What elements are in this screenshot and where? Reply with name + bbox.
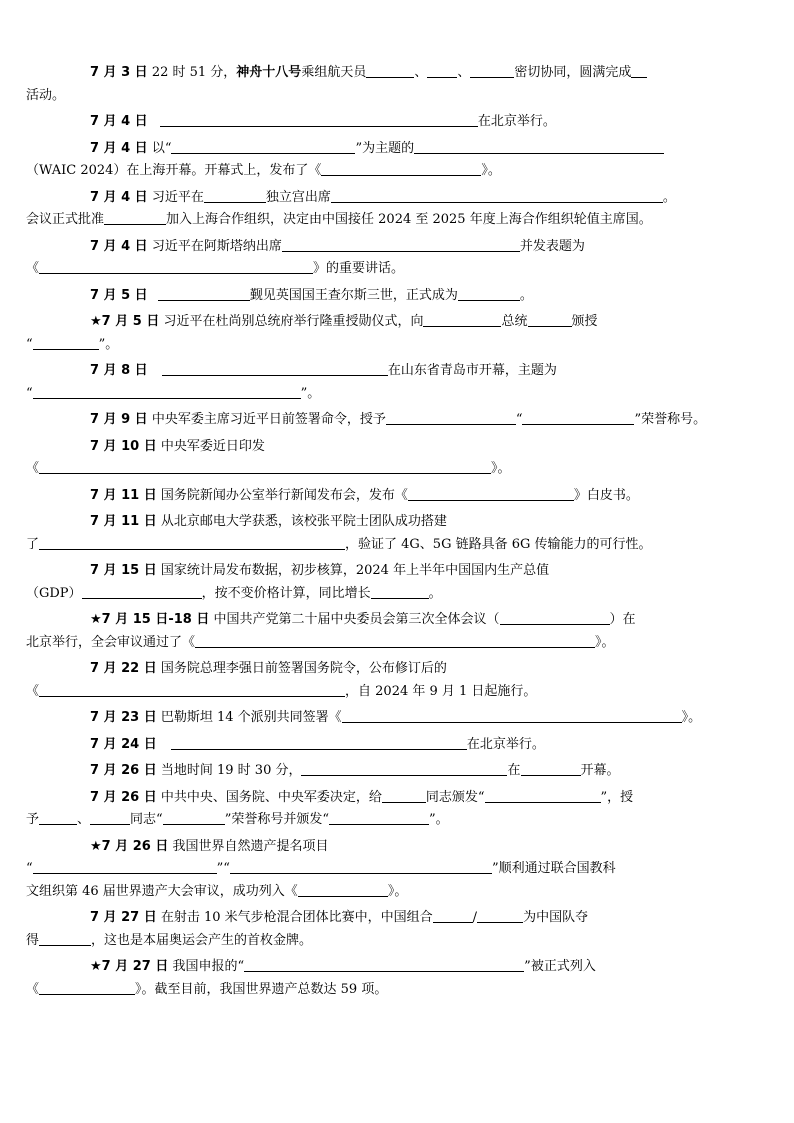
blank [331,189,663,203]
entry: 7 月 4 日 在北京举行。 [90,114,556,129]
blank [458,287,520,301]
entry: ★7 月 15 日-18 日 中国共产党第二十届中央委员会第三次全体会议（ ）在 北京举行，全会审议通过了《 》。 [26,612,636,650]
entry: 7 月 23 日 巴勒斯坦 14 个派别共同签署《 》。 [90,710,702,725]
blank [382,789,426,803]
entry-date: 7 月 3 日 [90,65,148,80]
blank [470,64,514,78]
blank [39,460,491,474]
blank [282,238,520,252]
entry: 7 月 4 日 习近平在 独立宫出席 。 会议正式批准 加入上海合作组织，决定由中国接任 2024 至 2025 年度上海合作组织轮值主席国。 [26,189,676,227]
entry: 7 月 4 日 以“ ”为主题的 （WAIC 2024）在上海开幕。开幕式上，发布了《 》。 [58,138,736,183]
entry: 7 月 15 日 国家统计局发布数据，初步核算，2024 年上半年中国国内生产总值 （GDP） ，按不变价格计算，同比增长 。 [26,563,550,601]
entry: 7 月 24 日 在北京举行。 [90,736,545,752]
entry: 7 月 26 日 中共中央、国务院、中央军委决定，给 同志颁发“ ”，授 予 、 同志“ ”荣誉称号并颁发“ ”。 [26,789,634,827]
blank [39,932,91,946]
blank [477,909,523,923]
entry: 7 月 11 日 从北京邮电大学获悉，该校张平院士团队成功搭建 了 ，验证了 4G、5G 链路具备 6G 传输能力的可行性。 [26,514,652,552]
blank [528,313,572,327]
blank [500,611,610,625]
blank [298,883,388,897]
blank [33,336,99,350]
entry: 7 月 27 日 在射击 10 米气步枪混合团体比赛中，中国组合 / 为中国队夺 得 ，这也是本届奥运会产生的首枚金牌。 [26,910,589,948]
entry: 7 月 4 日 习近平在阿斯塔纳出席 并发表题为 《 》的重要讲话。 [26,238,585,276]
blank [301,762,507,776]
blank [414,140,664,154]
entry: 7 月 10 日 中央军委近日印发 《 》。 [26,438,511,476]
entry: ★7 月 5 日 习近平在杜尚别总统府举行隆重授勋仪式，向 总统 颁授 “ ”。 [26,314,598,352]
blank [90,811,130,825]
blank [408,487,574,501]
entry: 7 月 22 日 国务院总理李强日前签署国务院令，公布修订后的 《 ，自 2024 年 9 月 1 日起施行。 [26,661,537,699]
blank [39,683,345,697]
blank [366,64,414,78]
entry: 7 月 9 日 中央军委主席习近平日前签署命令，授予 “ ”荣誉称号。 [90,412,707,427]
blank [171,736,467,750]
blank [485,789,601,803]
blank [386,411,516,425]
entry: 7 月 11 日 国务院新闻办公室举行新闻发布会，发布《 》白皮书。 [90,487,639,503]
blank [33,860,217,874]
blank [158,287,250,301]
blank [244,958,524,972]
blank [171,140,355,154]
entry: 7 月 26 日 当地时间 19 时 30 分， 在 开幕。 [90,763,620,778]
blank [39,981,135,995]
blank [342,709,682,723]
blank [631,64,647,78]
blank [163,811,225,825]
blank [423,313,501,327]
blank [204,189,266,203]
blank [329,811,429,825]
blank [522,411,634,425]
entry: 7 月 5 日 觐见英国国王查尔斯三世，正式成为 。 [90,287,533,303]
entry: ★7 月 26 日 我国世界自然遗产提名项目 “ ”“ ”顺利通过联合国教科 文组织第 46 届世界遗产大会审议，成功列入《 》。 [26,838,616,899]
entry: ★7 月 27 日 我国申报的“ ”被正式列入 《 》。截至目前，我国世界遗产总数达 59 项。 [26,959,596,997]
blank [104,211,166,225]
blank [433,909,473,923]
blank [321,162,481,176]
blank [371,585,429,599]
blank [160,113,478,127]
blank [33,385,301,399]
blank [39,811,77,825]
blank [427,64,457,78]
blank [39,536,345,550]
blank [39,260,313,274]
blank [162,362,388,376]
blank [195,634,595,648]
document-page [26,62,736,1001]
blank [82,585,202,599]
entry: 7 月 3 日 22 时 51 分，神舟十八号乘组航天员 、 、 密切协同，圆满完成 活动。 [58,62,736,107]
entry: 7 月 8 日 在山东省青岛市开幕，主题为 “ ”。 [26,363,557,401]
blank [230,860,492,874]
blank [521,762,581,776]
